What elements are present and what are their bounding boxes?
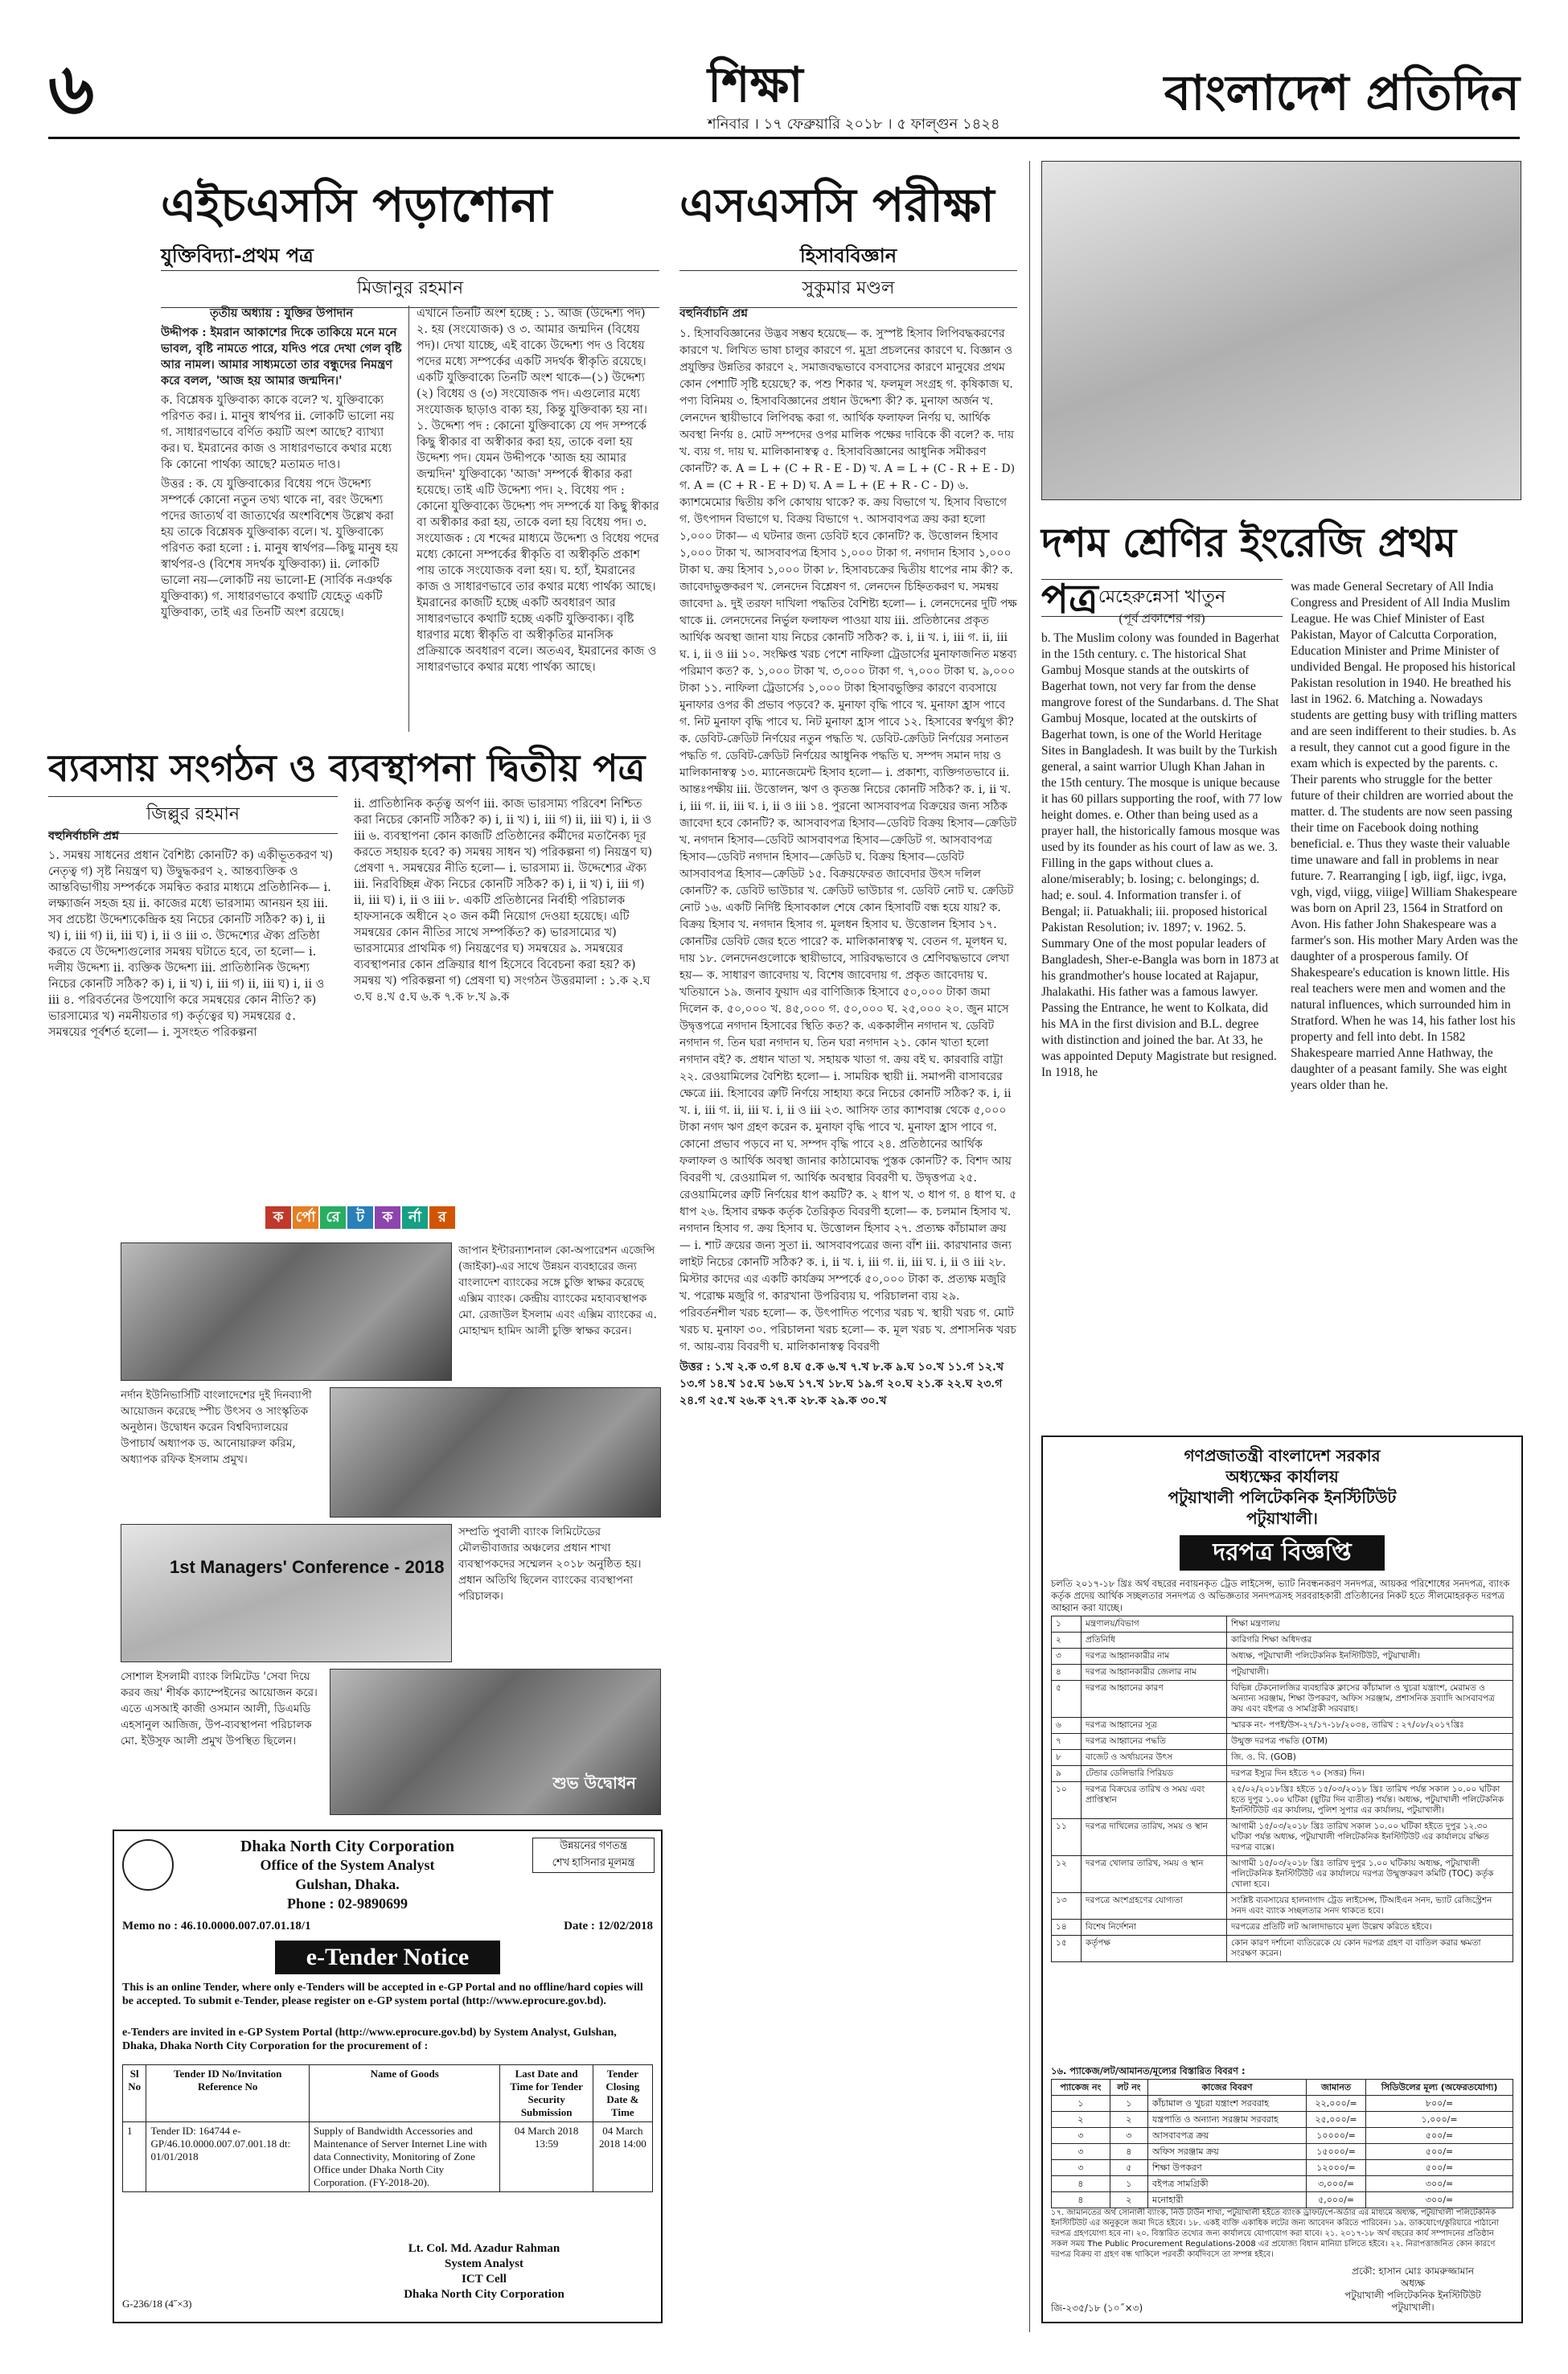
table-row: [1052, 1936, 1513, 1962]
inauguration-banner: শুভ উদ্বোধন: [552, 1773, 636, 1793]
signer-title: অধ্যক্ষ: [1400, 2277, 1426, 2289]
english-text-1: b. The Muslim colony was founded in Bagerhat in the 15th century. c. The historical Shat Gambuj Mosque stands at the outskirts of Bagerhat town, not very far from the dense mangrove forest of the Sundarbans. d. The Shat Gambuj Mosque, located at the outskirts of Bagerhat town, is one of the World Heritage Sites in Bangladesh. It was built by the Turkish general, a saint warrior Ulugh Khan Jahan in the 15th century. The mosque is unique because it has 60 pillars supporting the roof, with 77 low height domes. e. Other than being used as a prayer hall, the historically famous mosque was used by its founder as his court of law as we. 3. Filling in the gaps without clues a. alone/miserably; b. losing; c. belongings; d. had; e. soul. 4. Information transfer i. of Bengal; ii. Patuakhali; iii. proposed historical Pakistan Resolution; iv. 1897; v. 1962. 5. Summary One of the most popular leaders of Bangladesh, Sher-e-Bangla was born in 1873 at his grandmother's house located at Rajapur, Jhalakathi. His father was a famous lawyer. Passing the Entrance, he went to Kolkata, did his MA in the first division and B.L. degree with distinction and joined the bar. At 33, he was appointed Deputy Magistrate but resigned. In 1918, he: [1041, 631, 1283, 1079]
signer-org: পটুয়াখালী পলিটেকনিক ইনস্টিটিউট: [1344, 2290, 1481, 2301]
hsc-questions: ক. বিশ্লেষক যুক্তিবাক্য কাকে বলে? খ. যুক্তিবাক্যে পরিণত কর। i. মানুষ স্বার্থপর ii. লোকটি ভালো নয় গ. সাধারণভাবে বর্ণিত কয়টি অংশ আছে? ব্যাখ্যা কর। ঘ. ইমরানের কাজ ও সাধারণভাবে কথার মধ্যে কি কোনো পার্থক্য আছে? মতামত দাও।: [161, 394, 395, 471]
hsc-column-1: [161, 306, 402, 732]
signer-name: প্রকৌ: হাসান মোঃ কামরুজ্জামান: [1352, 2265, 1474, 2277]
corporate-caption-3: সম্প্রতি পুবালী ব্যাংক লিমিটেডের মৌলভীবাজার অঞ্চলের প্রধান শাখা ব্যবস্থাপকদের সম্মেলন ২০১৮ অনুষ্ঠিত হয়। প্রধান অতিথি ছিলেন ব্যাংকের ব্যবস্থাপনা পরিচালক।: [458, 1526, 642, 1603]
dncc-intro: This is an online Tender, where only e-Tenders will be accepted in e-GP Portal and no offline/hard copies will be accepted. To submit e-Tender, please register on e-GP system portal (http://www.eprocure.gov.bd).: [122, 1982, 643, 2007]
signer-place: পটুয়াখালী।: [1391, 2302, 1435, 2313]
cell-security-date: 04 March 2018 13:59: [500, 2122, 593, 2192]
table-row: [1052, 1681, 1513, 1718]
lot-cell: ১: [1052, 2096, 1110, 2112]
table-cell: ৩: [1052, 1649, 1082, 1665]
lot-cell: ২: [1052, 2112, 1110, 2128]
table-cell: ১৫: [1052, 1936, 1082, 1962]
table-cell: দরপত্র বিক্রয়ের তারিখ ও সময় এবং প্রাপ্তিস্থান: [1082, 1782, 1227, 1819]
table-cell: দরপত্র দাখিলের তারিখ, সময় ও স্থান: [1082, 1819, 1227, 1856]
table-row: [1052, 2160, 1513, 2176]
corporate-strip-letter: রে: [320, 1206, 346, 1229]
table-cell: জি. ও. বি. (GOB): [1227, 1750, 1513, 1766]
corporate-strip-letter: র্পো: [293, 1206, 318, 1229]
lot-cell: অফিস সরঞ্জাম ক্রয়: [1148, 2144, 1307, 2160]
table-cell: দরপত্র আহ্বানকারীর নাম: [1082, 1649, 1227, 1665]
page-number: ৬: [48, 47, 95, 130]
english-author: মেহেরুন্নেসা খাতুন: [1041, 579, 1283, 617]
signer-org: Dhaka North City Corporation: [404, 2288, 564, 2301]
corporate-caption-4: সোশাল ইসলামী ব্যাংক লিমিটেড 'সেবা দিয়ে করব জয়' শীর্ষক ক্যাম্পেইনের আয়োজন করে। এতে এসআই কাজী ওসমান আলী, ডিএমডি এহসানুল আজিজ, উপ-ব্যবস্থাপনা পরিচালক মো. ইউসুফ আলী প্রমুখ উপস্থিত ছিলেন।: [121, 1670, 318, 1748]
lot-cell: ৩০০/=: [1366, 2176, 1513, 2192]
hsc-column-2: [417, 306, 659, 732]
lot-header-cell: প্যাকেজ নং: [1052, 2080, 1110, 2096]
patuakhali-signature: [1308, 2265, 1517, 2314]
table-cell: দরপত্রে অংশগ্রহণের যোগ্যতা: [1082, 1893, 1227, 1920]
dncc-signature: [323, 2241, 645, 2302]
gov-line: গণপ্রজাতন্ত্রী বাংলাদেশ সরকার: [1184, 1446, 1381, 1465]
table-cell: আগামী ১৫/০৩/২০১৮ খ্রিঃ তারিখ দুপুর ১.০০ ঘটিকায় অধ্যক্ষ, পটুয়াখালী পলিটেকনিক ইনস্টিটিউট এর কার্যালয়ে দরপত্র উন্মুক্তকরণ কমিটি (TOC) কর্তৃক খোলা হবে।: [1227, 1856, 1513, 1893]
lot-header-cell: সিডিউলের মূল্য (অফেরতযোগ্য): [1366, 2080, 1513, 2096]
table-cell: বাজেট ও অর্থায়নের উৎস: [1082, 1750, 1227, 1766]
table-cell: ৯: [1052, 1766, 1082, 1782]
lot-cell: ১: [1110, 2096, 1147, 2112]
table-cell: দরপত্র আহ্বানকারীর জেলার নাম: [1082, 1665, 1227, 1681]
table-row: [1052, 1616, 1513, 1633]
corporate-strip: [265, 1206, 457, 1229]
dncc-address: Gulshan, Dhaka.: [295, 1876, 400, 1892]
table-cell: উন্মুক্ত দরপত্র পদ্ধতি (OTM): [1227, 1734, 1513, 1750]
lot-cell: ৩: [1110, 2128, 1147, 2144]
lot-cell: ৫,০০০/=: [1307, 2192, 1366, 2208]
table-cell: ৮: [1052, 1750, 1082, 1766]
corporate-caption-2: নর্দান ইউনিভার্সিটি বাংলাদেশের দুই দিনব্যাপী আয়োজন করেছে স্পীচ উৎসব ও সাংস্কৃতিক অনুষ্ঠান। উদ্বোধন করেন বিশ্ববিদ্যালয়ের উপাচার্য অধ্যাপক ড. আনোয়ারুল করিম, অধ্যাপক রফিক ইসলাম প্রমুখ।: [121, 1389, 312, 1466]
lot-cell: ২২,০০০/=: [1307, 2096, 1366, 2112]
table-cell: বিভিন্ন টেকনোলজির ব্যবহারিক ক্লাসের কাঁচামাল ও খুচরা যন্ত্রাংশ, মেরামত ও অন্যান্য সরঞ্জাম, শিক্ষা উপকরণ, অফিস সরঞ্জাম, প্রশাসনিক দ্রব্যাদি আসবাবপত্র ক্রয় এবং বইপত্র ও সামগ্রিকী সরবরাহ।: [1227, 1681, 1513, 1718]
table-cell: ২: [1052, 1633, 1082, 1649]
students-exam-photo: [1041, 161, 1521, 500]
slogan-line-2: শেখ হাসিনার মূলমন্ত্র: [552, 1856, 635, 1868]
lot-cell: ২: [1110, 2112, 1147, 2128]
column-rule: [1029, 161, 1030, 2332]
table-cell: ১: [1052, 1616, 1082, 1633]
table-cell: প্রতিনিধি: [1082, 1633, 1227, 1649]
pubali-bank-photo: [121, 1524, 452, 1662]
table-cell: ৭: [1052, 1734, 1082, 1750]
lot-title: ১৬. প্যাকেজ/লট/আমানত/মূল্যের বিস্তারিত বিবরণ :: [1051, 2065, 1246, 2076]
lot-cell: ১০০০০/=: [1307, 2128, 1366, 2144]
table-row: [1052, 1766, 1513, 1782]
dncc-org: Dhaka North City Corporation: [240, 1838, 455, 1855]
corporate-strip-letter: র্না: [402, 1206, 428, 1229]
col-closing-date: Tender Closing Date & Time: [593, 2065, 652, 2122]
lot-cell: ৪: [1052, 2176, 1110, 2192]
lot-cell: বইপত্র সামগ্রিকী: [1148, 2176, 1307, 2192]
lot-cell: যন্ত্রপাতি ও অন্যান্য সরঞ্জাম সরবরাহ: [1148, 2112, 1307, 2128]
lot-cell: ১৫০০০/=: [1307, 2144, 1366, 2160]
signer-name: Lt. Col. Md. Azadur Rahman: [408, 2242, 560, 2255]
ssc-heading: বহুনির্বাচনি প্রশ্ন: [679, 307, 748, 320]
corporate-strip-letter: ট: [347, 1206, 373, 1229]
table-cell: ১২: [1052, 1856, 1082, 1893]
dncc-logo-icon: [122, 1839, 174, 1891]
masthead: বাংলাদেশ প্রতিদিন: [1164, 65, 1520, 121]
col-goods: Name of Goods: [309, 2065, 500, 2122]
table-row: [1052, 2192, 1513, 2208]
table-cell: অধ্যক্ষ, পটুয়াখালী পলিটেকনিক ইনস্টিটিউট, পটুয়াখালী।: [1227, 1649, 1513, 1665]
table-row: [1052, 1920, 1513, 1936]
slogan-line-1: উন্নয়নের গণতন্ত্র: [560, 1839, 627, 1851]
lot-cell: ২৫,০০০/=: [1307, 2112, 1366, 2128]
ssc-questions: ১. হিসাববিজ্ঞানের উদ্ভব সম্ভব হয়েছে— ক. সুস্পষ্ট হিসাব লিপিবদ্ধকরণের কারণে খ. লিখিত ভাষা চালুর কারণে গ. মুদ্রা প্রচলনের কারণে ঘ. বিজ্ঞান ও প্রযুক্তির উন্নতির কারণে ২. সমাজবদ্ধভাবে বসবাসের কারণে মানুষের প্রথম কোন পেশাটি সৃষ্টি হয়েছে? ক. পশু শিকার খ. ফলমূল সংগ্রহ গ. কৃষিকাজ ঘ. পণ্য বিনিময় ৩. হিসাববিজ্ঞানের প্রধান উদ্দেশ্য কী? ক. মুনাফা অর্জন খ. লেনদেন স্থায়ীভাবে লিপিবদ্ধ করা গ. আর্থিক ফলাফল নির্ণয় ঘ. আর্থিক অবস্থা নির্ণয় ৪. মোট সম্পদের ওপর মালিক পক্ষের দাবিকে কী বলে? ক. দায় খ. ব্যয় গ. দায় ঘ. মালিকানাস্বত্ব ৫. হিসাববিজ্ঞানের আধুনিক সমীকরণ কোনটি? ক. A = L + (C + R - E - D) খ. A = L + (C - R + E - D) গ. A = (C + R - E + D) ঘ. A = L + (E + R - C - D) ৬. ক্যাশমেমোর দ্বিতীয় কপি কোথায় থাকে? ক. ক্রয় বিভাগে খ. হিসাব বিভাগে গ. উৎপাদন বিভাগে ঘ. বিক্রয় বিভাগে ৭. আসবাবপত্র ক্রয় করা হলো ১,০০০ টাকা— এ ঘটনার জন্য ডেবিট হবে কোনটি? ক. উত্তোলন হিসাব ১,০০০ টাকা খ. আসবাবপত্র হিসাব ১,০০০ টাকা গ. নগদান হিসাব ১,০০০ টাকা ঘ. ক্রয় হিসাব ১,০০০ টাকা ৮. হিসাবচক্রের দ্বিতীয় ধাপের নাম কী? ক. জাবেদাভুক্তকরণ খ. লেনদেন বিশ্লেষণ গ. লেনদেন চিহ্নিতকরণ ঘ. সমন্বয় জাবেদা ৯. দুই তরফা দাখিলা পদ্ধতির বৈশিষ্ট্য হলো— i. লেনদেনের দুটি পক্ষ থাকে ii. লেনদেনের নির্ভুল ফলাফল পাওয়া যায় iii. প্রতিষ্ঠানের প্রকৃত আর্থিক অবস্থা জানা যায় নিচের কোনটি সঠিক? ক. i, ii খ. i, iii গ. ii, iii ঘ. i, ii ও iii ১০. সংক্ষিপ্ত খরচ পেশে নাফিলা ট্রেডার্সের মুনাফাজনিত মন্তব্য পরিমাণ কত? ক. ১,০০০ টাকা খ. ৩,০০০ টাকা গ. ৭,০০০ টাকা ঘ. ৯,০০০ টাকা ১১. নাফিলা ট্রেডার্সের ১,০০০ টাকা হিসাবভুক্তির কারণে ব্যবসায়ে মুনাফার ওপর কী প্রভাব পড়বে? ক. মুনাফা বৃদ্ধি পাবে খ. মুনাফা হ্রাস পাবে গ. নিট মুনাফা বৃদ্ধি পাবে ঘ. নিট মুনাফা হ্রাস পাবে ১২. হিসাবের স্বর্ণযুগ কী? ক. ডেবিট-ক্রেডিট নির্ণয়ের নতুন পদ্ধতি খ. ডেবিট-ক্রেডিট নির্ণয়ের সনাতন পদ্ধতি গ. ডেবিট-ক্রেডিট নির্ণয়ের আধুনিক পদ্ধতি ঘ. সম্পদ সমান দায় ও মালিকানাস্বত্ব ১৩. ম্যানেজমেন্ট হিসাব হলো— i. প্রকাশ্য, ব্যক্তিগতভাবে ii. আন্তঃপক্ষীয় iii. উত্তোলন, ঋণ ও কৃতজ্ঞ নিচের কোনটি সঠিক? ক. i, ii খ. i, iii গ. ii, iii ঘ. i, ii ও iii ১৪. পুরনো আসবাবপত্র বিক্রয়ের জন্য সঠিক জাবেদা হবে কোনটি? ক. আসবাবপত্র হিসাব—ডেবিট বিক্রয় হিসাব—ক্রেডিট খ. নগদান হিসাব—ডেবিট আসবাবপত্র হিসাব—ক্রেডিট গ. আসবাবপত্র হিসাব—ডেবিট নগদান হিসাব—ক্রেডিট ঘ. বিক্রয় হিসাব—ডেবিট আসবাবপত্র হিসাব—ক্রেডিট ১৫. বিক্রয়ফেরত জাবেদার উৎস দলিল কোনটি? ক. ডেবিট ভাউচার খ. ক্রেডিট ভাউচার গ. ডেবিট নোট ঘ. ক্রেডিট নোট ১৬. একটি নির্দিষ্ট হিসাবকাল শেষে কোন হিসাবটি বন্ধ হয়ে যায়? ক. বিক্রয় হিসাব খ. নগদান হিসাব গ. মূলধন হিসাব ঘ. উত্তোলন হিসাব ১৭. কোনটির ডেবিট জের হতে পারে? ক. মালিকানাস্বত্ব খ. বেতন গ. মূলধন ঘ. দায় ১৮. লেনদেনগুলোকে স্থায়ীভাবে, সারিবদ্ধভাবে ও শ্রেণিবদ্ধভাবে লেখা হয়— ক. সাধারণ জাবেদায় খ. বিশেষ জাবেদায় গ. প্রকৃত জাবেদায় ঘ. খতিয়ানে ১৯. জনাব ফুয়াদ এর বাণিজ্যিক হিসাবে ৫০,০০০ টাকা জমা দিলেন ক. ৫০,০০০ খ. ৪৫,০০০ গ. ৫০,০০০ ঘ. ২৫,০০০ ২০. জুন মাসে উদ্বৃত্তপত্রে নগদান হিসাবের স্থিতি কত? ক. এককালীন নগদান খ. ডেবিট নগদান গ. তিন ঘরা নগদান ঘ. তিন ঘরা নগদান ২১. কোন খাতা হলো নগদান বই? ক. প্রধান খাতা খ. সহায়ক খাতা গ. ক্রয় বই ঘ. কারবারি বাট্টা ২২. রেওয়ামিলের বৈশিষ্ট্য হলো— i. সাময়িক স্থায়ী ii. সমাপনী বাসাবরের ক্ষেত্রে iii. হিসাবের ত্রুটি নির্ণয়ে সাহায্য করে নিচের কোনটি সঠিক? ক. i, ii খ. i, iii গ. ii, iii ঘ. i, ii ও iii ২৩. আসিফ তার ক্যাশবাক্স থেকে ৫,০০০ টাকা নগদ ঋণ গ্রহণ করেন ক. মুনাফা বৃদ্ধি পাবে খ. মুনাফা হ্রাস পাবে গ. কোনো প্রভাব পড়বে না ঘ. সম্পদ বৃদ্ধি পাবে ২৪. প্রতিষ্ঠানের আর্থিক ফলাফল ও আর্থিক অবস্থা জানার কাঠামোবদ্ধ পুস্তক কোনটি? ক. বিশদ আয় বিবরণী খ. রেওয়ামিল গ. আর্থিক অবস্থার বিবরণী ঘ. উদ্বৃত্তপত্র ২৫. রেওয়ামিলের ত্রুটি নির্ণয়ের ধাপ কয়টি? ক. ২ ধাপ খ. ৩ ধাপ গ. ৪ ধাপ ঘ. ৫ ধাপ ২৬. হিসাব রক্ষক কর্তৃক তৈরিকৃত বিবরণী হলো— ক. চলমান হিসাব খ. নগদান হিসাব গ. ক্রয় হিসাব ঘ. উত্তোলন হিসাব ২৭. প্রত্যক্ষ কাঁচামাল ক্রয়— i. শাট ক্রয়ের জন্য সুতা ii. আসবাবপত্রের জন্য বাঁশ iii. কারখানার জন্য লাইট নিচের কোনটি সঠিক? ক. i, ii খ. i, iii গ. ii, iii ঘ. i, ii ও iii ২৮. মিস্টার কাদের এর একটি কার্যক্রম সম্পর্কে ৫০,০০০ টাকা ক. প্রত্যক্ষ মজুরি খ. পরোক্ষ মজুরি গ. কারখানা উপরিব্যয় ঘ. পরিচালনা ব্যয় ২৯. পরিবর্তনশীল খরচ হলো— ক. উৎপাদিত পণ্যের খরচ খ. স্থায়ী খরচ গ. মোট খরচ ঘ. মুনাফা ৩০. পরিচালনা খরচ হলো— ক. মূল খরচ খ. প্রশাসনিক খরচ গ. আয়-ব্যয় বিবরণী ঘ. মালিকানাস্বত্ব বিবরণী: [679, 327, 1017, 1353]
table-row: [1052, 1633, 1513, 1649]
table-cell: বিশেষ নির্দেশনা: [1082, 1920, 1227, 1936]
table-row: [1052, 1750, 1513, 1766]
patuakhali-ref: জি-২৩৫/১৮ (১০˝×৩): [1051, 2302, 1143, 2314]
hsc-chapter: তৃতীয় অধ্যায় : যুক্তির উপাদান: [209, 306, 353, 320]
corporate-strip-letter: ক: [265, 1206, 291, 1229]
lot-cell: ৫: [1110, 2160, 1147, 2176]
table-cell: কর্তৃপক্ষ: [1082, 1936, 1227, 1962]
lot-cell: ৫০০/=: [1366, 2144, 1513, 2160]
dncc-tender-notice: [113, 1830, 663, 2323]
table-cell: দরপত্রের প্রতিটি লট আলাদাভাবে মূল্য উল্লেখ করিতে হইবে।: [1227, 1920, 1513, 1936]
table-row: [123, 2122, 653, 2192]
ssc-subject: হিসাববিজ্ঞান: [799, 244, 897, 267]
table-cell: দরপত্র খোলার তারিখ, সময় ও স্থান: [1082, 1856, 1227, 1893]
patuakhali-intro: চলতি ২০১৭-১৮ খ্রিঃ অর্থ বছরের নবায়নকৃত ট্রেড লাইসেন্স, ভ্যাট নিবন্ধনকরণ সনদপত্র, আয়কর পরিশোধের সনদপত্র, ব্যাংক কর্তৃক প্রদেয় আর্থিক সচ্ছলতার সনদপত্র ও অভিজ্ঞতার সনদপত্রসহ সরবরাহকারী প্রতিষ্ঠানের নিকট হতে সীলমোহরকৃত দরপত্র আহ্বান করা যাচ্ছে।: [1051, 1578, 1510, 1613]
patuakhali-table: [1051, 1616, 1513, 1962]
table-row: [1052, 1734, 1513, 1750]
lot-cell: ৪: [1110, 2144, 1147, 2160]
corporate-strip-letter: র: [429, 1206, 455, 1229]
lot-cell: ৫০০/=: [1366, 2128, 1513, 2144]
lot-cell: ৩০০/=: [1366, 2192, 1513, 2208]
hsc-title: এইচএসসি পড়াশোনা: [161, 178, 552, 232]
lot-cell: কাঁচামাল ও খুচরা যন্ত্রাংশ সরবরাহ: [1148, 2096, 1307, 2112]
lot-cell: ৩,০০০/=: [1307, 2176, 1366, 2192]
lot-table: [1051, 2079, 1513, 2208]
patuakhali-notes: ১৭. জামানতের অর্থ সোনালী ব্যাংক, নিউ টাউন শাখা, পটুয়াখালী হইতে ব্যাংক ড্রাফট/পে-অর্ডার এর মাধ্যমে অধ্যক্ষ, পটুয়াখালী পলিটেকনিক ইনস্টিটিউট এর অনুকূলে জমা দিতে হইবে। ১৮. একই ব্যক্তি একাধিক লটের জন্য আবেদন করিতে পারিবেন। ১৯. ডাকযোগে/কুরিয়ারে পাঠানো দরপত্র গ্রহণযোগ্য হবে না। ২০. বিস্তারিত তথ্যের জন্য কার্যালয়ে যোগাযোগ করা যাবে। ২১. ২০১৭-১৮ অর্থ বছরের কার্য সম্পাদনের প্রতিষ্ঠান সকল সময় The Public Procurement Regulations-2008 এর প্রযোজ্য বিধান মানিয়া চলিতে হইবে। ২২. নিরাপত্তাজনিত কোন কারণে দরপত্র বিক্রয় বা গ্রহণ বন্ধ থাকিলে পরবর্তী কার্যদিবসে তা সম্পন্ন হইবে।: [1051, 2208, 1499, 2259]
table-row: [1052, 2144, 1513, 2160]
lot-cell: ৩: [1052, 2128, 1110, 2144]
office-line: অধ্যক্ষের কার্যালয়: [1225, 1467, 1339, 1486]
table-row: [1052, 1649, 1513, 1665]
hsc-stimulus: উদ্দীপক : ইমরান আকাশের দিকে তাকিয়ে মনে মনে ভাবল, বৃষ্টি নামতে পারে, যদিও পরে দেখা গেল বৃষ্টি আর নামল। আমার সাধ্যমতো তার বন্ধুদের নিমন্ত্রণ করে বলল, 'আজ হয় আমার জন্মদিন।': [161, 326, 402, 388]
hsc-author: মিজানুর রহমান: [161, 270, 659, 308]
column-rule: [408, 306, 409, 732]
e-tender-title: e-Tender Notice: [275, 1941, 500, 1974]
table-cell: কারিগরি শিক্ষা অধিদপ্তর: [1227, 1633, 1513, 1649]
lot-header-cell: লট নং: [1110, 2080, 1147, 2096]
cell-sl: 1: [123, 2122, 146, 2192]
lot-cell: শিক্ষা উপকরণ: [1148, 2160, 1307, 2176]
cell-tender-id: Tender ID: 164744 e-GP/46.10.0000.007.07.001.18 dt: 01/01/2018: [146, 2122, 310, 2192]
table-cell: ৪: [1052, 1665, 1082, 1681]
hsc-subject: যুক্তিবিদ্যা-প্রথম পত্র: [161, 244, 314, 267]
place-line: পটুয়াখালী।: [1246, 1509, 1318, 1528]
lot-cell: ২: [1110, 2192, 1147, 2208]
table-cell: মন্ত্রণালয়/বিভাগ: [1082, 1616, 1227, 1633]
social-islami-bank-photo: [330, 1669, 661, 1815]
patuakhali-tender-notice: [1041, 1435, 1523, 2323]
dncc-date: Date : 12/02/2018: [564, 1920, 653, 1932]
table-cell: দরপত্র আহ্বানের সূত্র: [1082, 1718, 1227, 1734]
table-cell: স্মারক নং- পপই/উস-২৭/১৭-১৮/২০৩৪, তারিখ : ২৭/০৮/২০১৭খ্রিঃ: [1227, 1718, 1513, 1734]
lot-cell: মনোহারী: [1148, 2192, 1307, 2208]
lot-cell: ৮০০/=: [1366, 2096, 1513, 2112]
section-title: শিক্ষা: [708, 57, 803, 113]
lot-cell: আসবাবপত্র ক্রয়: [1148, 2128, 1307, 2144]
page-header: [48, 48, 1520, 139]
table-cell: ২৫/০২/২০১৮খ্রিঃ হইতে ১৫/০৩/২০১৮ খ্রিঃ তারিখ পর্যন্ত সকাল ১০.০০ ঘটিকা হতে দুপুর ১.০০ ঘটিকা (ছুটির দিন ব্যতীত) পর্যন্ত। অধ্যক্ষ, পটুয়াখালী পলিটেকনিক ইনস্টিটিউট এর কার্যালয়, পুলিশ সুপার এর কার্যালয়, পটুয়াখালী।: [1227, 1782, 1513, 1819]
signer-unit: ICT Cell: [462, 2273, 507, 2286]
patuakhali-title: দরপত্র বিজ্ঞপ্তি: [1180, 1535, 1385, 1571]
dncc-office: Office of the System Analyst: [260, 1857, 435, 1873]
lot-cell: ৩: [1052, 2144, 1110, 2160]
dncc-invite: e-Tenders are invited in e-GP System Portal (http://www.eprocure.gov.bd) by System Analyst, Gulshan, Dhaka, Dhaka North City Corporation for the procurement of :: [122, 2027, 617, 2052]
institute-line: পটুয়াখালী পলিটেকনিক ইনস্টিটিউট: [1168, 1488, 1397, 1507]
hsc-explanation: এখানে তিনটি অংশ হচ্ছে : ১. আজ (উদ্দেশ্য পদ) ২. হয় (সংযোজক) ও ৩. আমার জন্মদিন (বিধেয় পদ)। দেখা যাচ্ছে, এই বাক্যে উদ্দেশ্য পদ ও বিধেয় পদের মধ্যে সম্পর্কের একটি সদর্থক স্বীকৃতি রয়েছে। একটি যুক্তিবাক্যে তিনটি অংশ থাকে—(১) উদ্দেশ্য (২) বিধেয় ও (৩) সংযোজক পদ। এগুলোর মধ্যে সংযোজক ছাড়াও বাক্য হয়, কিন্তু যুক্তিবাক্য হয় না। ১. উদ্দেশ্য পদ : কোনো যুক্তিবাক্যে যে পদ সম্পর্কে কিছু স্বীকার বা অস্বীকার করা হয়, তাকে বলা হয় উদ্দেশ্য পদ। যেমন উদ্দীপকে 'আজ হয় আমার জন্মদিন' যুক্তিবাক্যে 'আজ' সম্পর্কে স্বীকার করা হয়েছে। তাই এটি উদ্দেশ্য পদ। ২. বিধেয় পদ : কোনো যুক্তিবাক্যে উদ্দেশ্য পদ সম্পর্কে যা কিছু স্বীকার বা অস্বীকার করা হয়, তাকে বলা হয় বিধেয় পদ। ৩. সংযোজক : যে শব্দের মাধ্যমে উদ্দেশ্য ও বিধেয় পদের মধ্যে কোনো সম্পর্কের স্বীকৃতি বা অস্বীকৃতি প্রকাশ পায় তাকে সংযোজক বলা হয়। ঘ. হ্যাঁ, ইমরানের কাজ ও সাধারণভাবে তার কথার মধ্যে পার্থক্য আছে। ইমরানের কাজটি হচ্ছে একটি অবধারণ আর সাধারণভাবে কথাটি হচ্ছে একটি যুক্তিবাক্য। বৃষ্টি ধারণার মধ্যে স্বীকৃতি বা অস্বীকৃতির মানসিক প্রক্রিয়াকে অবধারণ বলে। অতএব, ইমরানের কাজ ও সাধারণভাবে কথার মধ্যে পার্থক্য আছে।: [417, 307, 659, 674]
table-row: [1052, 2112, 1513, 2128]
table-cell: দরপত্র ইস্যুর দিন হইতে ৭০ (সত্তর) দিন।: [1227, 1766, 1513, 1782]
dncc-slogan: [532, 1838, 655, 1873]
dncc-ref: G-236/18 (4˝×3): [122, 2298, 192, 2310]
cell-goods: Supply of Bandwidth Accessories and Maintenance of Server Internet Line with data Connectivity, Monitoring of Zone Office under Dhaka North City Corporation. (FY-2018-20).: [309, 2122, 500, 2192]
table-cell: ১৪: [1052, 1920, 1082, 1936]
patuakhali-header: [1043, 1445, 1521, 1529]
lot-cell: ৩: [1052, 2160, 1110, 2176]
ssc-author: সুকুমার মণ্ডল: [679, 270, 1017, 308]
conference-banner: 1st Managers' Conference - 2018: [170, 1557, 445, 1577]
lot-cell: ৫০০/=: [1366, 2160, 1513, 2176]
table-cell: ১৩: [1052, 1893, 1082, 1920]
table-cell: টেন্ডার ডেলিভারি পিরিয়ড: [1082, 1766, 1227, 1782]
exim-bank-photo: [121, 1242, 452, 1381]
table-row: [1052, 1718, 1513, 1734]
cell-closing-date: 04 March 2018 14:00: [593, 2122, 652, 2192]
corporate-caption-1: জাপান ইন্টারন্যাশনাল কো-অপারেশন এজেন্সি (জাইকা)-এর সাথে উন্নয়ন ব্যবহারের জন্য বাংলাদেশ ব্যাংকের সঙ্গে চুক্তি স্বাক্ষর করেছে এক্সিম ব্যাংক। কেন্দ্রীয় ব্যাংকের মহাব্যবস্থাপক মো. রেজাউল ইসলাম এবং এক্সিম ব্যাংকের এ. মোহাম্মদ হামিদ আলী চুক্তি স্বাক্ষর করেন।: [458, 1244, 657, 1337]
table-row: [1052, 2176, 1513, 2192]
table-row: [1052, 2096, 1513, 2112]
corporate-strip-letter: ক: [375, 1206, 400, 1229]
table-cell: কোন কারণ দর্শানো ব্যতিরেকে যে কোন দরপত্র গ্রহণ বা বাতিল করার ক্ষমতা সংরক্ষণ করেন।: [1227, 1936, 1513, 1962]
table-row: [1052, 1819, 1513, 1856]
lot-cell: ৪: [1052, 2192, 1110, 2208]
business-heading: বহুনির্বাচনি প্রশ্ন: [48, 829, 120, 843]
english-title: দশম শ্রেণির ইংরেজি প্রথম পত্র: [1041, 520, 1457, 622]
table-row: [1052, 1782, 1513, 1819]
business-column-1: [48, 828, 338, 1198]
business-title: ব্যবসায় সংগঠন ও ব্যবস্থাপনা দ্বিতীয় পত্র: [48, 746, 646, 790]
table-cell: দরপত্র আহ্বানের কারণ: [1082, 1681, 1227, 1718]
signer-title: System Analyst: [445, 2257, 523, 2270]
dateline: শনিবার । ১৭ ফেব্রুয়ারি ২০১৮ । ৫ ফাল্গুন ১৪২৪: [708, 116, 1000, 133]
table-cell: সংশ্লিষ্ট ব্যবসায়ের হালনাগাদ ট্রেড লাইসেন্স, টিআইএন সনদ, ভ্যাট রেজিস্ট্রেশন সনদ এবং ব্যাংক সচ্ছলতার সনদ থাকতে হবে।: [1227, 1893, 1513, 1920]
english-column-2: [1291, 579, 1520, 1423]
business-questions-1: ১. সমন্বয় সাধনের প্রধান বৈশিষ্ট্য কোনটি? ক) একীভূতকরণ খ) নেতৃত্ব গ) সৃষ্ট নিয়ন্ত্রণ ঘ) উদ্বুদ্ধকরণ ২. আন্তব্যক্তিক ও আন্তবিভাগীয় সম্পর্ককে সমন্বিত করার মাধ্যমে প্রতিষ্ঠানিক— i. লক্ষ্যার্জন সহজ হয় ii. কাজের মধ্যে ভারসাম্য আনয়ন হয় iii. সব প্রচেষ্টা উদ্দেশ্যকেন্দ্রিক হয় নিচের কোনটি সঠিক? ক) i, ii খ) i, iii গ) ii, iii ঘ) i, ii ও iii ৩. উদ্দেশ্যের ঐক্য প্রতিষ্ঠা করতে যে উদ্দেশ্যগুলোর সমন্বয় ঘটাতে হবে, তা হলো— i. দলীয় উদ্দেশ্য ii. ব্যক্তিক উদ্দেশ্য iii. প্রাতিষ্ঠানিক উদ্দেশ্য নিচের কোনটি সঠিক? ক) i, ii খ) i, iii গ) ii, iii ঘ) i, ii ও iii ৪. পরিবর্তনের উপযোগি করে সমন্বয়ের কোন নীতি? ক) ভারসাম্যের খ) নমনীয়তার গ) কর্তৃত্বের ঘ) সমন্বয়ের ৫. সমন্বয়ের পূর্বশর্ত হলো— i. সুসংহত পরিকল্পনা: [48, 849, 334, 1039]
table-row: [1052, 1856, 1513, 1893]
northern-university-photo: [330, 1387, 661, 1518]
hsc-answer: উত্তর : ক. যে যুক্তিবাক্যের বিধেয় পদে উদ্দেশ্য সম্পর্কে কোনো নতুন তথ্য থাকে না, বরং উদ্দেশ্য পদের জাত্যর্থ বা জাত্যর্থের অংশবিশেষ উল্লেখ করা হয় তাকে বিশ্লেষক যুক্তিবাক্য বলে। খ. যুক্তিবাক্যে পরিণত করা হলো : i. মানুষ স্বার্থপর—কিছু মানুষ হয় স্বার্থপর-ও (বিশেষ সদর্থক যুক্তিবাক্য) ii. লোকটি ভালো নয়—লোকটি নয় ভালো-E (সার্বিক নঞর্থক যুক্তিবাক্য) গ. সাধারণভাবে কথাটি যেহেতু একটি যুক্তিবাক্য, তাই এর তিনটি অংশ রয়েছে।: [161, 478, 399, 619]
table-cell: পটুয়াখালী।: [1227, 1665, 1513, 1681]
table-row: [1052, 1893, 1513, 1920]
business-column-2: [354, 796, 659, 1198]
table-cell: ১০: [1052, 1782, 1082, 1819]
col-security-date: Last Date and Time for Tender Security Submission: [500, 2065, 593, 2122]
table-row: [1052, 2128, 1513, 2144]
english-note: (পূর্ব প্রকাশের পর): [1119, 612, 1205, 626]
dncc-table: [122, 2064, 653, 2192]
table-cell: আগামী ১৫/০৩/২০১৮ খ্রিঃ তারিখ সকাল ১০.০০ ঘটিকা হইতে দুপুর ১২.৩০ ঘটিকা পর্যন্ত অধ্যক্ষ, পটুয়াখালী পলিটেকনিক ইনস্টিটিউট এর কার্যালয়ে রক্ষিত দরপত্র বাক্সে।: [1227, 1819, 1513, 1856]
table-cell: ৫: [1052, 1681, 1082, 1718]
table-cell: ১১: [1052, 1819, 1082, 1856]
table-cell: শিক্ষা মন্ত্রণালয়: [1227, 1616, 1513, 1633]
ssc-title: এসএসসি পরীক্ষা: [679, 178, 995, 232]
dncc-memo: Memo no : 46.10.0000.007.07.01.18/1: [122, 1920, 311, 1932]
ssc-column: [679, 306, 1017, 2316]
lot-cell: ১,০০০/=: [1366, 2112, 1513, 2128]
english-column-1: [1041, 611, 1283, 1423]
lot-cell: ১২০০০/=: [1307, 2160, 1366, 2176]
table-cell: দরপত্র আহ্বানের পদ্ধতি: [1082, 1734, 1227, 1750]
col-sl: Sl No: [123, 2065, 146, 2122]
table-row: [1052, 1665, 1513, 1681]
business-author: জিল্লুর রহমান: [48, 796, 338, 834]
ssc-answer-key: উত্তর : ১.খ ২.ক ৩.গ ৪.ঘ ৫.ক ৬.খ ৭.খ ৮.ক ৯.ঘ ১০.খ ১১.গ ১২.খ ১৩.গ ১৪.খ ১৫.ঘ ১৬.ঘ ১৭.খ ১৮.ঘ ১৯.গ ২০.ঘ ২১.ক ২২.ঘ ২৩.গ ২৪.গ ২৫.খ ২৬.ক ২৭.ক ২৮.ক ২৯.ক ৩০.খ: [679, 1361, 1004, 1407]
table-cell: ৬: [1052, 1718, 1082, 1734]
lot-header-cell: জামানত: [1307, 2080, 1366, 2096]
dncc-phone: Phone : 02-9890699: [287, 1896, 408, 1912]
lot-cell: ১: [1110, 2176, 1147, 2192]
col-tender-id: Tender ID No/Invitation Reference No: [146, 2065, 310, 2122]
english-text-2: was made General Secretary of All India Congress and President of All India Muslim League. He was Chief Minister of East Pakistan, Mayor of Calcutta Corporation, Education Minister and Prime Minister of undivided Bengal. He proposed his historical Pakistan resolution in 1940. He breathed his last in 1962. 6. Matching a. Nowadays students are getting busy with trifling matters and are seen indifferent to their studies. b. As a result, they cannot cut a good figure in the exam which is expected by the parents. c. Their parents who struggle for the better future of their children are worried about the matter. d. The students are now seen passing their time on Facebook doing nothing beneficial. e. Thus they waste their valuable time unaware and fall in problems in near future. 7. Rearranging [ igb, iigf, iigc, ivga, vgh, vigd, viigg, viiige] William Shakespeare was born on April 23, 1564 in Stratford on Avon. His father John Shakespeare was a farmer's son. His mother Mary Arden was the daughter of a prosperous family. Of Shakespeare's education is known little. His real teachers were men and women and the natural influences, which surrounded him in Stratford. When he was 14, his father lost his property and fell into debt. In 1582 Shakespeare married Anne Hathway, the daughter of a peasant family. She was eight years older than he.: [1291, 580, 1518, 1092]
business-questions-2: ii. প্রাতিষ্ঠানিক কর্তৃত্ব অর্পণ iii. কাজ ভারসাম্য পরিবেশ নিশ্চিত করা নিচের কোনটি সঠিক? ক) i, ii খ) i, iii গ) ii, iii ঘ) i, ii ও iii ৬. ব্যবস্থাপনা কোন কাজটি প্রতিষ্ঠানের কর্মীদের মতানৈক্য দূর করতে সহায়ক হবে? ক) সমন্বয় সাধন খ) পরিকল্পনা গ) নিয়ন্ত্রণ ঘ) প্রেষণা ৭. সমন্বয়ের নীতি হলো— i. ভারসাম্য ii. উদ্দেশ্যের ঐক্য iii. নিরবিচ্ছিন্ন ঐক্য নিচের কোনটি সঠিক? ক) i, ii খ) i, iii গ) ii, iii ঘ) i, ii ও iii ৮. একটি প্রতিষ্ঠানের নির্বাহী পরিচালক হাফসানকে অধীনে ২০ জন কর্মী নিয়োগ দেওয়া হয়েছে। এটি সমন্বয়ের কোন নীতির সাথে সম্পর্কিত? ক) ভারসাম্যের খ) ভারসাম্যের প্রাথমিক গ) নিয়ন্ত্রণের ঘ) সমন্বয়ের ৯. সমন্বয়ের ব্যবস্থাপনার কোন প্রক্রিয়ার ধাপ হিসেবে বিবেচনা করা হয়? ক) সমন্বয় খ) পরিকল্পনা গ) প্রেষণা ঘ) সংগঠন উত্তরমালা : ১.ক ২.ঘ ৩.ঘ ৪.খ ৫.ঘ ৬.ক ৭.ক ৮.খ ৯.ক: [354, 798, 652, 1004]
lot-header-cell: কাজের বিবরণ: [1148, 2080, 1307, 2096]
